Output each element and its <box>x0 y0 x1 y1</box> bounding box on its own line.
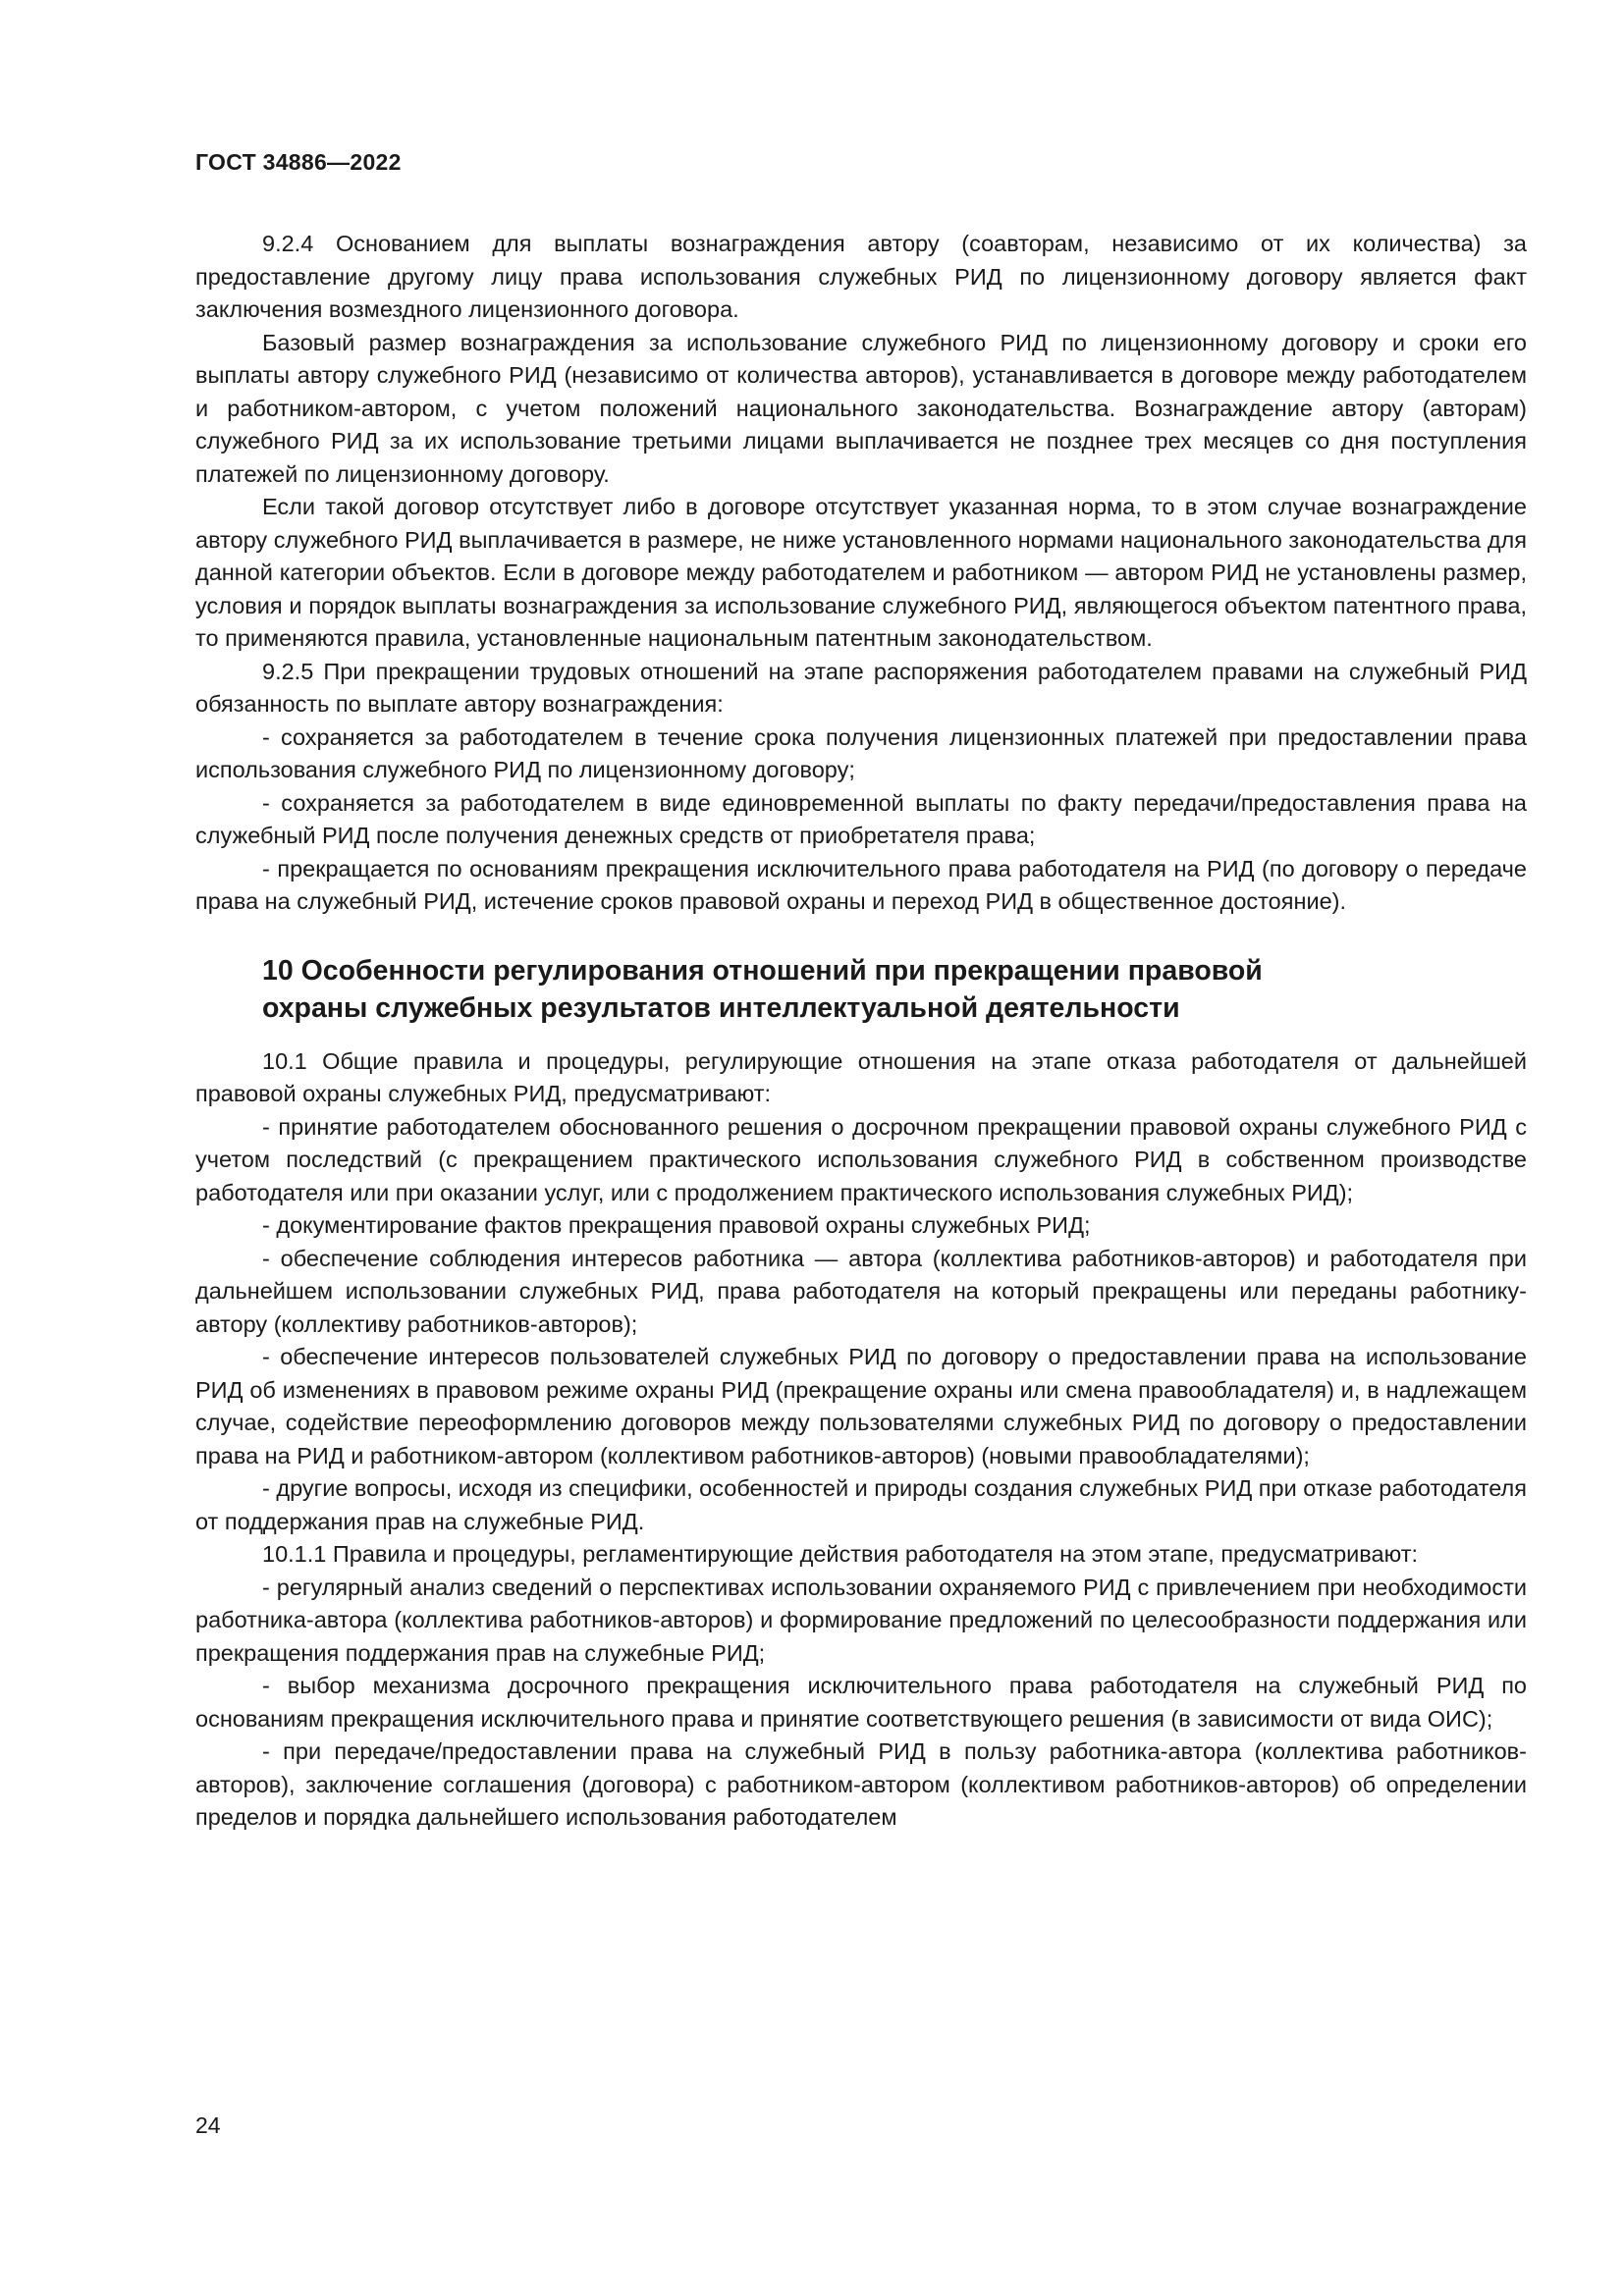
document-header: ГОСТ 34886—2022 <box>195 149 402 175</box>
section-10-heading-line2: охраны служебных результатов интеллектуальной деятельности <box>262 991 1180 1024</box>
section-10-heading-line1: 10 Особенности регулирования отношений при прекращении правовой <box>262 954 1263 987</box>
list-item: - документирование фактов прекращения правовой охраны служебных РИД; <box>262 1212 1091 1238</box>
list-item: - регулярный анализ сведений о перспективах использовании охраняемого РИД с привлечением при необходимости работника-автора (коллектива работников-авторов) и формирование предложений по целесообразности поддержания или прекращения поддержания прав на служебные РИД; <box>195 1574 1527 1666</box>
page-number: 24 <box>195 2112 221 2138</box>
section-10-heading <box>195 952 1527 1027</box>
document-body <box>195 228 1527 1835</box>
paragraph-10-1-1: 10.1.1 Правила и процедуры, регламентирующие действия работодателя на этом этапе, предусматривают: <box>262 1541 1418 1567</box>
list-item: - сохраняется за работодателем в течение срока получения лицензионных платежей при предоставлении права использования служебного РИД по лицензионному договору; <box>195 723 1527 782</box>
list-item: - выбор механизма досрочного прекращения исключительного права работодателя на служебный РИД по основаниям прекращения исключительного права и принятие соответствующего решения (в зависимости от вида ОИС); <box>195 1673 1527 1732</box>
list-item: - сохраняется за работодателем в виде единовременной выплаты по факту передачи/предоставления права на служебный РИД после получения денежных средств от приобретателя права; <box>195 789 1527 848</box>
list-item: - обеспечение интересов пользователей служебных РИД по договору о предоставлении права на использование РИД об изменениях в правовом режиме охраны РИД (прекращение охраны или смена правообладателя) и, в надлежащем случае, содействие переоформлению договоров между пользователями служебных РИД по договору о предоставлении права на РИД и работником-автором (коллективом работников-авторов) (новыми правообладателями); <box>195 1344 1527 1468</box>
list-item: - принятие работодателем обоснованного решения о досрочном прекращении правовой охраны служебного РИД с учетом последствий (с прекращением практического использования служебного РИД в собственном производстве работодателя или при оказании услуг, или с продолжением практического использования служебных РИД); <box>195 1113 1527 1205</box>
paragraph-9-2-4: 9.2.4 Основанием для выплаты вознаграждения автору (соавторам, независимо от их количества) за предоставление другому лицу права использования служебных РИД по лицензионному договору является факт заключения возмездного лицензионного договора. <box>195 231 1527 322</box>
paragraph: Если такой договор отсутствует либо в договоре отсутствует указанная норма, то в этом случае вознаграждение автору служебного РИД выплачивается в размере, не ниже установленного нормами национального законодательства для данной категории объектов. Если в договоре между работодателем и работником — автором РИД не установлены размер, условия и порядок выплаты вознаграждения за использование служебного РИД, являющегося объектом патентного права, то применяются правила, установленные национальным патентным законодательством. <box>195 494 1527 651</box>
list-item: - другие вопросы, исходя из специфики, особенностей и природы создания служебных РИД при отказе работодателя от поддержания прав на служебные РИД. <box>195 1475 1527 1534</box>
list-item: - при передаче/предоставлении права на служебный РИД в пользу работника-автора (коллектива работников-авторов), заключение соглашения (договора) с работником-автором (коллективом работников-авторов) об определении пределов и порядка дальнейшего использования работодателем <box>195 1738 1527 1830</box>
paragraph-9-2-5: 9.2.5 При прекращении трудовых отношений на этапе распоряжения работодателем правами на служебный РИД обязанность по выплате автору вознаграждения: <box>195 658 1527 717</box>
paragraph: Базовый размер вознаграждения за использование служебного РИД по лицензионному договору и сроки его выплаты автору служебного РИД (независимо от количества авторов), устанавливается в договоре между работодателем и работником-автором, с учетом положений национального законодательства. Вознаграждение автору (авторам) служебного РИД за их использование третьими лицами выплачивается не позднее трех месяцев со дня поступления платежей по лицензионному договору. <box>195 329 1527 487</box>
list-item: - прекращается по основаниям прекращения исключительного права работодателя на РИД (по договору о передаче права на служебный РИД, истечение сроков правовой охраны и переход РИД в общественное достояние). <box>195 855 1527 914</box>
paragraph-10-1: 10.1 Общие правила и процедуры, регулирующие отношения на этапе отказа работодателя от дальнейшей правовой охраны служебных РИД, предусматривают: <box>195 1047 1527 1106</box>
list-item: - обеспечение соблюдения интересов работника — автора (коллектива работников-авторов) и работодателя при дальнейшем использовании служебных РИД, права работодателя на который прекращены или переданы работнику-автору (коллективу работников-авторов); <box>195 1245 1527 1337</box>
